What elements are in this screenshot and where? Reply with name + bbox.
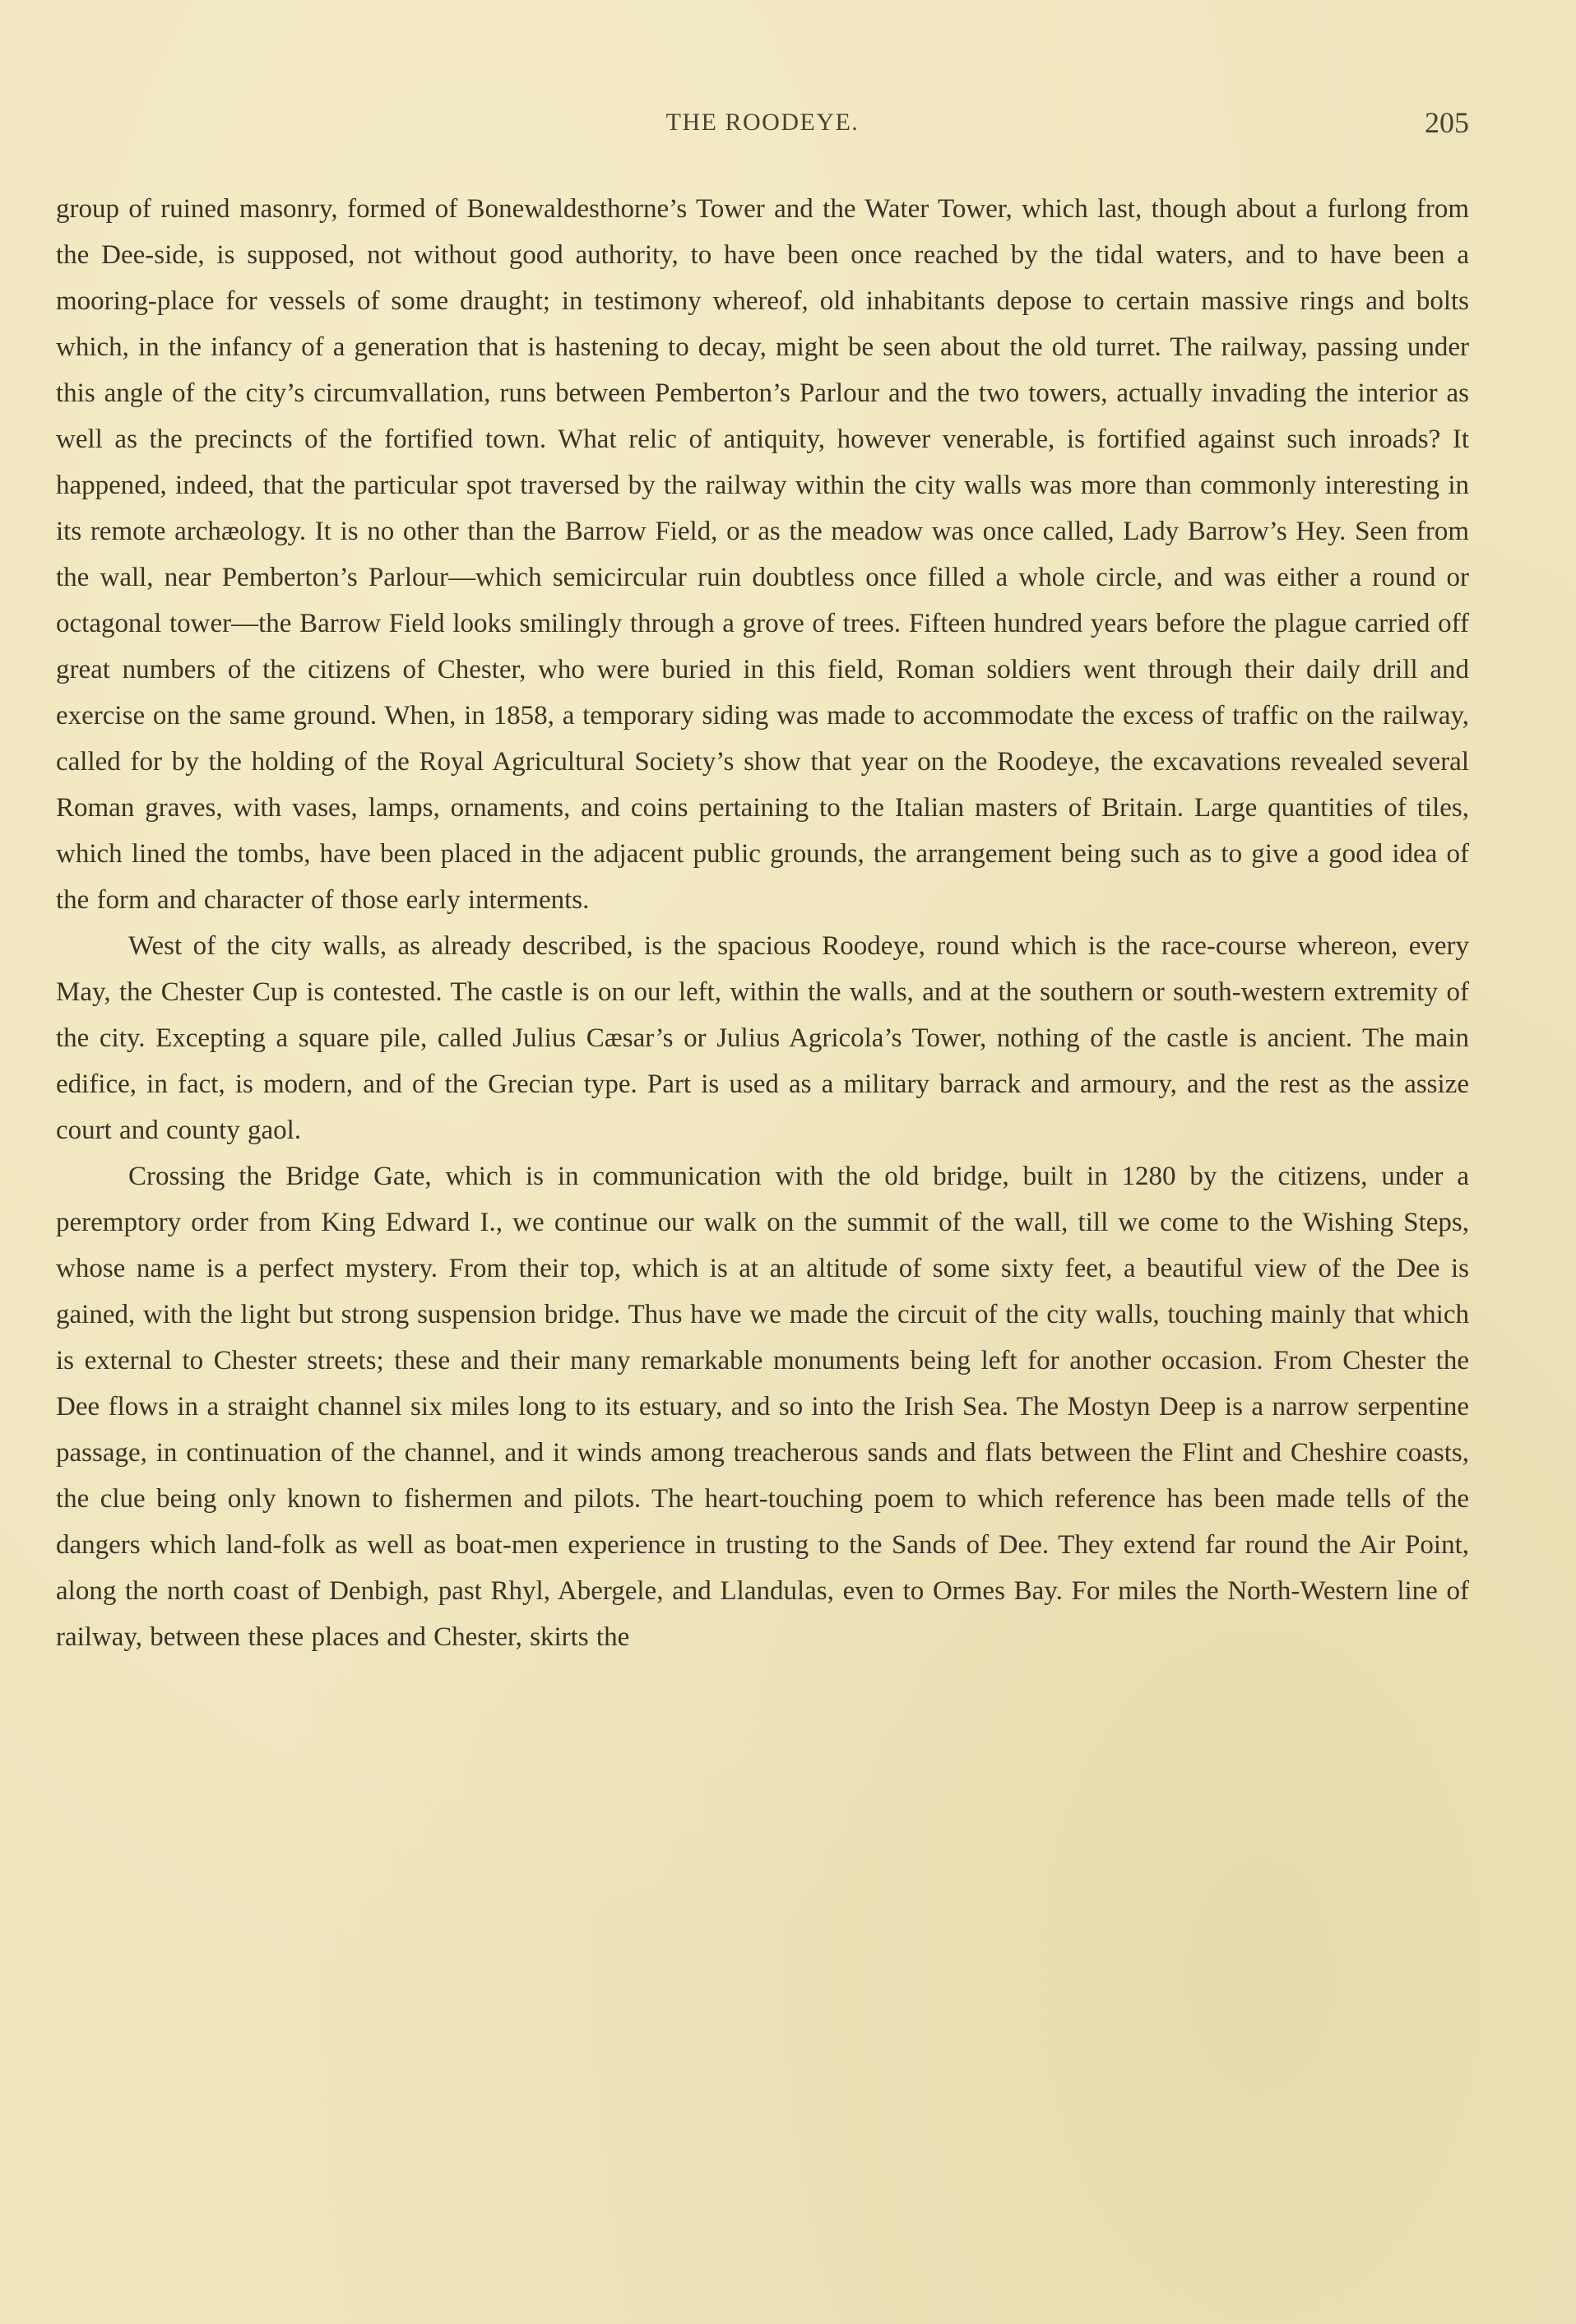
paragraph-bridge-gate: Crossing the Bridge Gate, which is in communication with the old bridge, built in 1280 by the citizens, under a peremptory order from King Edward I., we continue our walk on the summit of the wall, till we come to the Wishing Steps, whose name is a perfect mystery. From their top, which is at an altitude of some sixty feet, a beautiful view of the Dee is gained, with the light but strong suspension bridge. Thus have we made the circuit of the city walls, touching mainly that which is external to Chester streets; these and their many remarkable monuments being left for another occasion. From Chester the Dee flows in a straight channel six miles long to its estuary, and so into the Irish Sea. The Mostyn Deep is a narrow serpentine passage, in continuation of the channel, and it winds among treacherous sands and flats between the Flint and Cheshire coasts, the clue being only known to fishermen and pilots. The heart-touching poem to which reference has been made tells of the dangers which land-folk as well as boat-men experience in trusting to the Sands of Dee. They extend far round the Air Point, along the north coast of Denbigh, past Rhyl, Abergele, and Llandulas, even to Ormes Bay. For miles the North-Western line of railway, between these places and Chester, skirts the (56, 1162, 1469, 1652)
page-number: 205 (1425, 106, 1469, 139)
paragraph-roodeye-castle: West of the city walls, as already described, is the spacious Roodeye, round which is the race-course whereon, every May, the Chester Cup is contested. The castle is on our left, within the walls, and at the southern or south-western extremity of the city. Excepting a square pile, called Julius Cæsar’s or Julius Agricola’s Tower, nothing of the castle is ancient. The main edifice, in fact, is modern, and of the Grecian type. Part is used as a military barrack and armoury, and the rest as the assize court and county gaol. (56, 931, 1469, 1145)
running-head (56, 105, 1469, 141)
text-body (56, 186, 1469, 1660)
running-title: THE ROODEYE. (665, 109, 860, 136)
paragraph-barrow-field: group of ruined masonry, formed of Bonewaldesthorne’s Tower and the Water Tower, which last, though about a furlong from the Dee-side, is supposed, not without good authority, to have been once reached by the tidal waters, and to have been a mooring-place for vessels of some draught; in testimony whereof, old inhabitants depose to certain massive rings and bolts which, in the infancy of a generation that is hastening to decay, might be seen about the old turret. The railway, passing under this angle of the city’s circumvallation, runs between Pemberton’s Parlour and the two towers, actually invading the interior as well as the precincts of the fortified town. What relic of antiquity, however venerable, is fortified against such inroads? It happened, indeed, that the particular spot traversed by the railway within the city walls was more than commonly interesting in its remote archæology. It is no other than the Barrow Field, or as the meadow was once called, Lady Barrow’s Hey. Seen from the wall, near Pemberton’s Parlour—which semicircular ruin doubtless once filled a whole circle, and was either a round or octagonal tower—the Barrow Field looks smilingly through a grove of trees. Fifteen hundred years before the plague carried off great numbers of the citizens of Chester, who were buried in this field, Roman soldiers went through their daily drill and exercise on the same ground. When, in 1858, a temporary siding was made to accommodate the excess of traffic on the railway, called for by the holding of the Royal Agricultural Society’s show that year on the Roodeye, the excavations revealed several Roman graves, with vases, lamps, ornaments, and coins pertaining to the Italian masters of Britain. Large quantities of tiles, which lined the tombs, have been placed in the adjacent public grounds, the arrangement being such as to give a good idea of the form and character of those early interments. (56, 194, 1469, 915)
